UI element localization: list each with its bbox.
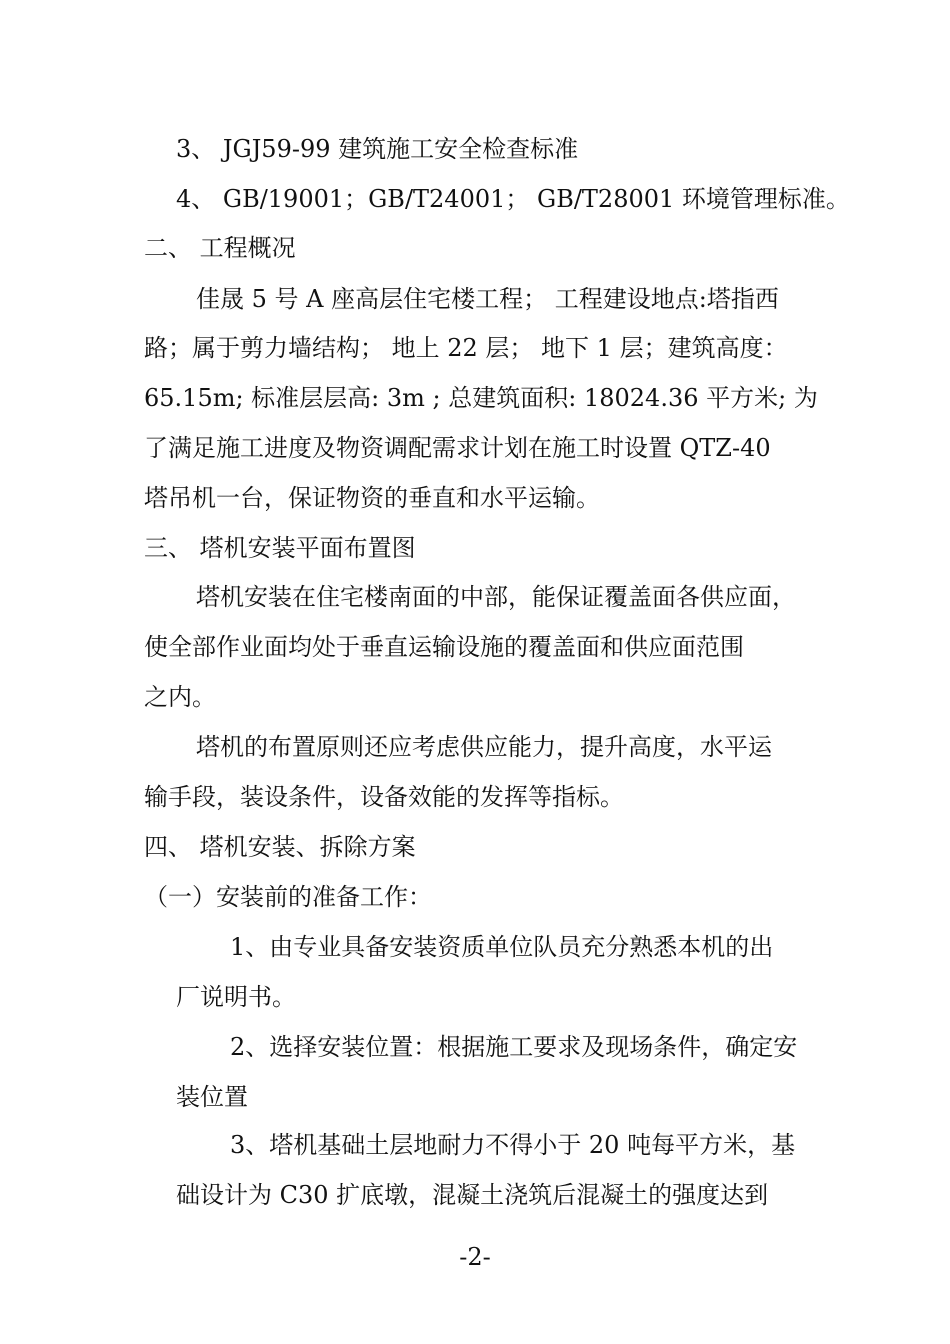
paragraph-line: 佳晟 5 号 A 座高层住宅楼工程； 工程建设地点:塔指西 <box>196 285 779 313</box>
paragraph-line: 了满足施工进度及物资调配需求计划在施工时设置 QTZ-40 <box>144 434 771 462</box>
paragraph-line: 65.15m; 标准层层高: 3m ; 总建筑面积: 18024.36 平方米; 为 <box>144 384 818 412</box>
paragraph-line: 之内。 <box>144 683 216 711</box>
list-item-line: 3、塔机基础土层地耐力不得小于 20 吨每平方米，基 <box>230 1131 796 1159</box>
list-item-line: 2、选择安装位置：根据施工要求及现场条件，确定安 <box>230 1033 798 1061</box>
standard-item-3: 3、 JGJ59-99 建筑施工安全检查标准 <box>176 135 579 163</box>
standard-item-4: 4、 GB/19001；GB/T24001； GB/T28001 环境管理标准。 <box>176 185 850 213</box>
paragraph-line: 塔吊机一台，保证物资的垂直和水平运输。 <box>144 484 600 512</box>
section-heading-2: 二、 工程概况 <box>144 234 296 262</box>
page-number: -2- <box>459 1243 491 1271</box>
paragraph-line: 塔机安装在住宅楼南面的中部，能保证覆盖面各供应面， <box>196 583 796 611</box>
section-heading-3: 三、 塔机安装平面布置图 <box>144 534 416 562</box>
paragraph-line: 输手段，装设条件，设备效能的发挥等指标。 <box>144 783 624 811</box>
subsection-heading: （一）安装前的准备工作： <box>144 883 432 911</box>
list-item-line: 1、由专业具备安装资质单位队员充分熟悉本机的出 <box>230 933 774 961</box>
list-item-line: 厂说明书。 <box>176 983 296 1011</box>
section-heading-4: 四、 塔机安装、拆除方案 <box>144 833 416 861</box>
list-item-line: 装位置 <box>176 1083 248 1111</box>
list-item-line: 础设计为 C30 扩底墩，混凝土浇筑后混凝土的强度达到 <box>176 1181 769 1209</box>
paragraph-line: 使全部作业面均处于垂直运输设施的覆盖面和供应面范围 <box>144 633 744 661</box>
paragraph-line: 路；属于剪力墙结构； 地上 22 层； 地下 1 层；建筑高度： <box>144 334 788 362</box>
paragraph-line: 塔机的布置原则还应考虑供应能力，提升高度，水平运 <box>196 733 772 761</box>
